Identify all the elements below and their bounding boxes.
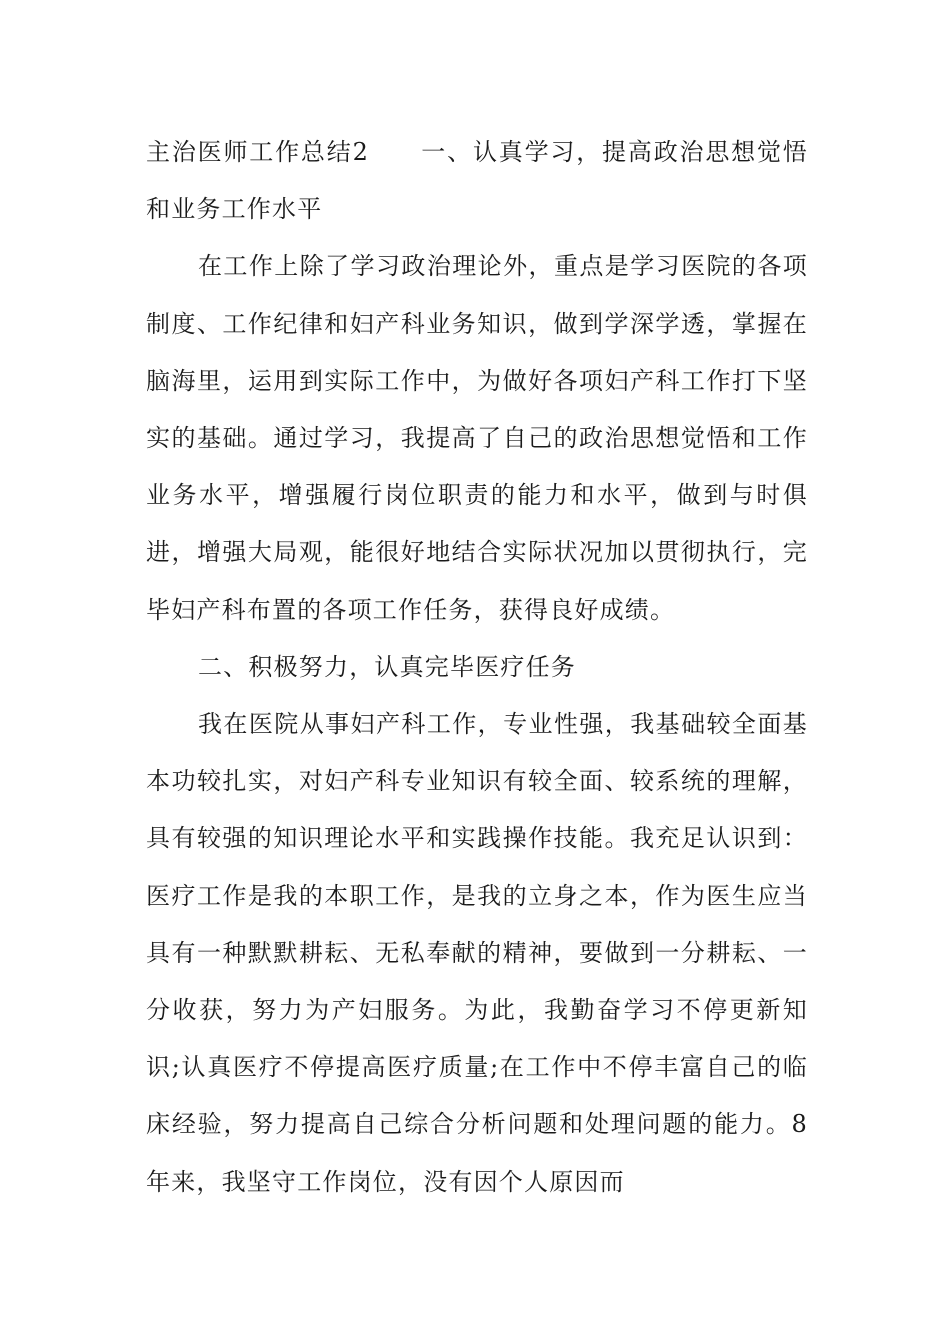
- paragraph-medical-work: 我在医院从事妇产科工作，专业性强，我基础较全面基本功较扎实，对妇产科专业知识有较全面、较系统的理解，具有较强的知识理论水平和实践操作技能。我充足认识到：医疗工作是我的本职工作，是我的立身之本，作为医生应当具有一种默默耕耘、无私奉献的精神，要做到一分耕耘、一分收获，努力为产妇服务。为此，我勤奋学习不停更新知识;认真医疗不停提高医疗质量;在工作中不停丰富自己的临床经验，努力提高自己综合分析问题和处理问题的能力。8年来，我坚守工作岗位，没有因个人原因而: [146, 710, 808, 1196]
- paragraph-study: 在工作上除了学习政治理论外，重点是学习医院的各项制度、工作纪律和妇产科业务知识，做到学深学透，掌握在脑海里，运用到实际工作中，为做好各项妇产科工作打下坚实的基础。通过学习，我提高了自己的政治思想觉悟和工作业务水平，增强履行岗位职责的能力和水平，做到与时俱进，增强大局观，能很好地结合实际状况加以贯彻执行，完毕妇产科布置的各项工作任务，获得良好成绩。: [146, 252, 808, 624]
- document-body: [146, 124, 808, 1211]
- document-heading-paragraph: 主治医师工作总结2 一、认真学习，提高政治思想觉悟和业务工作水平: [146, 138, 808, 224]
- section-heading-two: 二、积极努力，认真完毕医疗任务: [198, 652, 576, 681]
